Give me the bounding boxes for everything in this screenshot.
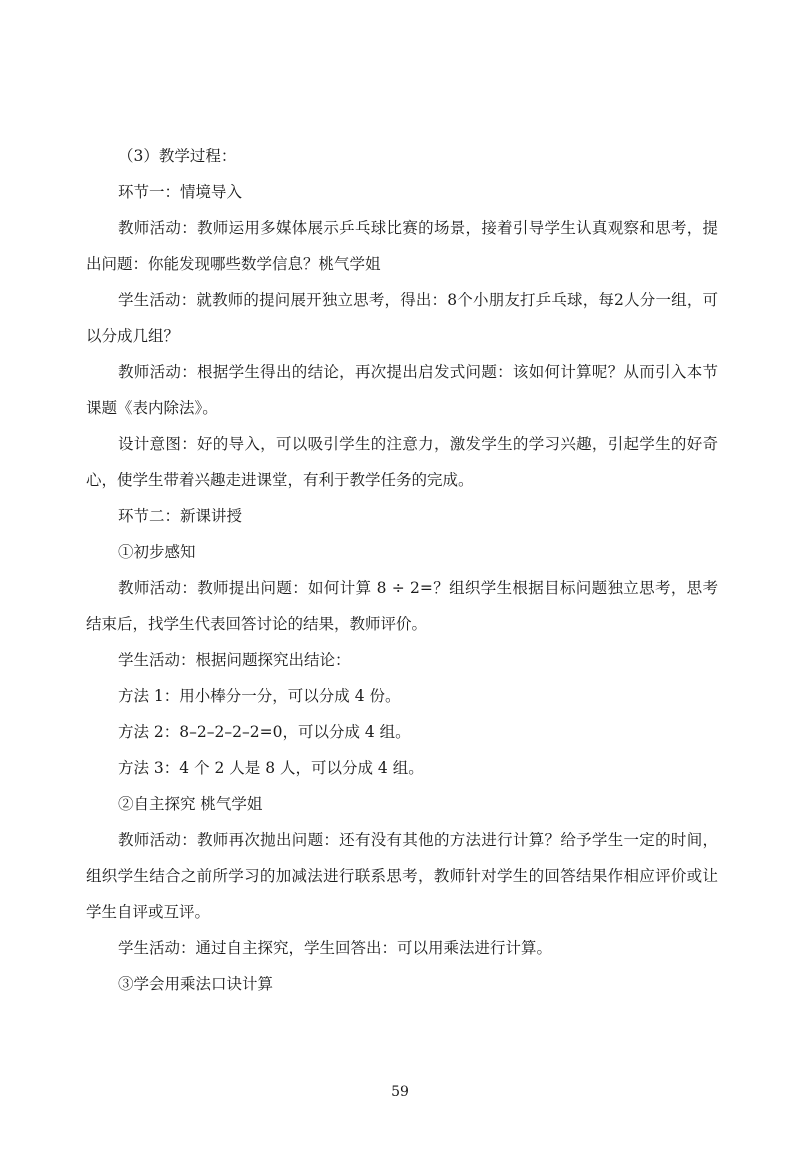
- paragraph-teacher-activity-1: 教师活动：教师运用多媒体展示乒乓球比赛的场景，接着引导学生认真观察和思考，提出问题：你能发现哪些数学信息？桃气学姐: [86, 219, 718, 273]
- section-heading-step-two: 环节二：新课讲授: [118, 507, 243, 525]
- subheading-initial-perception: ①初步感知: [118, 543, 196, 561]
- list-item-method-1: 方法 1：用小棒分一分，可以分成 4 份。: [118, 687, 401, 705]
- section-heading-teaching-process: （3）教学过程：: [118, 147, 237, 165]
- paragraph-student-activity-3: 学生活动：通过自主探究，学生回答出：可以用乘法进行计算。: [118, 939, 553, 957]
- paragraph-design-intent: 设计意图：好的导入，可以吸引学生的注意力，激发学生的学习兴趣，引起学生的好奇心，使学生带着兴趣走进课堂，有利于教学任务的完成。: [86, 435, 718, 489]
- list-item-method-3: 方法 3：4 个 2 人是 8 人，可以分成 4 组。: [118, 759, 424, 777]
- subheading-multiplication-table: ③学会用乘法口诀计算: [118, 975, 274, 993]
- paragraph-teacher-activity-2: 教师活动：根据学生得出的结论，再次提出启发式问题：该如何计算呢？从而引入本节课题《表内除法》。: [86, 363, 718, 417]
- subheading-independent-exploration: ②自主探究 桃气学姐: [118, 795, 263, 813]
- document-body: [86, 138, 718, 1002]
- paragraph-teacher-activity-3: 教师活动：教师提出问题：如何计算 8 ÷ 2=？组织学生根据目标问题独立思考，思考结束后，找学生代表回答讨论的结果，教师评价。: [86, 579, 718, 633]
- page-number: 59: [391, 1084, 409, 1100]
- paragraph-student-activity-2: 学生活动：根据问题探究出结论：: [118, 651, 351, 669]
- paragraph-teacher-activity-4: 教师活动：教师再次抛出问题：还有没有其他的方法进行计算？给予学生一定的时间，组织学生结合之前所学习的加减法进行联系思考，教师针对学生的回答结果作相应评价或让学生自评或互评。: [86, 831, 718, 921]
- paragraph-student-activity-1: 学生活动：就教师的提问展开独立思考，得出：8个小朋友打乒乓球，每2人分一组，可以分成几组？: [86, 291, 718, 345]
- list-item-method-2: 方法 2：8–2–2–2–2=0，可以分成 4 组。: [118, 723, 411, 741]
- section-heading-step-one: 环节一：情境导入: [118, 183, 243, 201]
